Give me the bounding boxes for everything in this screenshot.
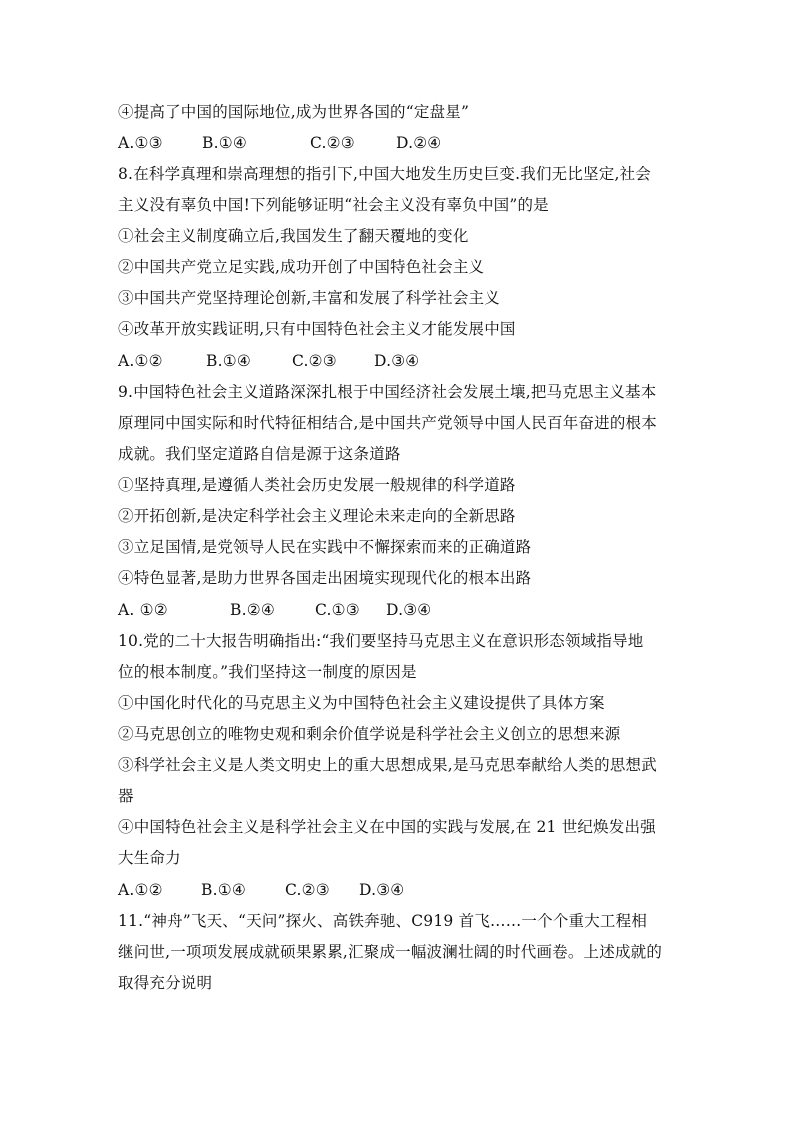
question-9-options <box>118 599 431 621</box>
question-9-item-3: ③立足国情,是党领导人民在实践中不懈探索而来的正确道路 <box>118 538 532 556</box>
option-a: A. ①② <box>118 601 168 619</box>
question-10-item-3: ③科学社会主义是人类文明史上的重大思想成果,是马克思奉献给人类的思想武 <box>118 756 657 774</box>
question-10-item-1: ①中国化时代化的马克思主义为中国特色社会主义建设提供了具体方案 <box>118 694 605 712</box>
question-10-item-3-cont: 器 <box>118 787 134 805</box>
option-c: C.②③ <box>292 352 337 370</box>
question-11-stem-line-3: 取得充分说明 <box>118 974 213 992</box>
option-a: A.①③ <box>118 134 163 152</box>
option-b: B.①④ <box>201 881 246 899</box>
question-10-item-4: ④中国特色社会主义是科学社会主义在中国的实践与发展,在 21 世纪焕发出强 <box>118 818 656 836</box>
question-8-item-2: ②中国共产党立足实践,成功开创了中国特色社会主义 <box>118 258 485 276</box>
option-b: B.①④ <box>206 352 251 370</box>
option-d: D.③④ <box>386 601 432 619</box>
option-d: D.②④ <box>396 134 442 152</box>
question-9-item-1: ①坚持真理,是遵循人类社会历史发展一般规律的科学道路 <box>118 476 516 494</box>
question-10-options <box>118 879 404 901</box>
option-d: D.③④ <box>374 352 420 370</box>
option-a: A.①② <box>118 352 163 370</box>
option-c: C.①③ <box>315 601 360 619</box>
question-8-options <box>118 350 419 372</box>
question-9-item-4: ④特色显著,是助力世界各国走出困境实现现代化的根本出路 <box>118 569 532 587</box>
option-a: A.①② <box>118 881 163 899</box>
option-d: D.③④ <box>359 881 405 899</box>
question-9-stem-line-3: 成就。我们坚定道路自信是源于这条道路 <box>118 445 401 463</box>
question-8-item-4: ④改革开放实践证明,只有中国特色社会主义才能发展中国 <box>118 320 516 338</box>
question-9-stem-line-2: 原理同中国实际和时代特征相结合,是中国共产党领导中国人民百年奋进的根本 <box>118 414 657 432</box>
question-10-stem-line-1: 10.党的二十大报告明确指出:“我们要坚持马克思主义在意识形态领域指导地 <box>118 632 644 650</box>
question-10-item-2: ②马克思创立的唯物史观和剩余价值学说是科学社会主义创立的思想来源 <box>118 725 621 743</box>
question-10-stem-line-2: 位的根本制度。”我们坚持这一制度的原因是 <box>118 663 417 681</box>
option-c: C.②③ <box>285 881 330 899</box>
question-8-stem-line-1: 8.在科学真理和崇高理想的指引下,中国大地发生历史巨变.我们无比坚定,社会 <box>118 165 651 183</box>
question-9-item-2: ②开拓创新,是决定科学社会主义理论未来走向的全新思路 <box>118 507 516 525</box>
option-c: C.②③ <box>310 134 355 152</box>
question-11-stem-line-2: 继问世,一项项发展成就硕果累累,汇聚成一幅波澜壮阔的时代画卷。上述成就的 <box>118 943 663 961</box>
question-8-stem-line-2: 主义没有辜负中国!下列能够证明“社会主义没有辜负中国”的是 <box>118 196 549 214</box>
question-11-stem-line-1: 11.“神舟”飞天、“天问”探火、高铁奔驰、C919 首飞……一个个重大工程相 <box>118 912 648 930</box>
option-b: B.②④ <box>230 601 275 619</box>
question-8-item-3: ③中国共产党坚持理论创新,丰富和发展了科学社会主义 <box>118 289 500 307</box>
question-10-item-4-cont: 大生命力 <box>118 849 181 867</box>
option-b: B.①④ <box>202 134 247 152</box>
answer-options <box>118 132 441 154</box>
question-9-stem-line-1: 9.中国特色社会主义道路深深扎根于中国经济社会发展土壤,把马克思主义基本 <box>118 383 657 401</box>
question-8-item-1: ①社会主义制度确立后,我国发生了翻天覆地的变化 <box>118 227 469 245</box>
option-item-4: ④提高了中国的国际地位,成为世界各国的“定盘星” <box>118 103 470 121</box>
